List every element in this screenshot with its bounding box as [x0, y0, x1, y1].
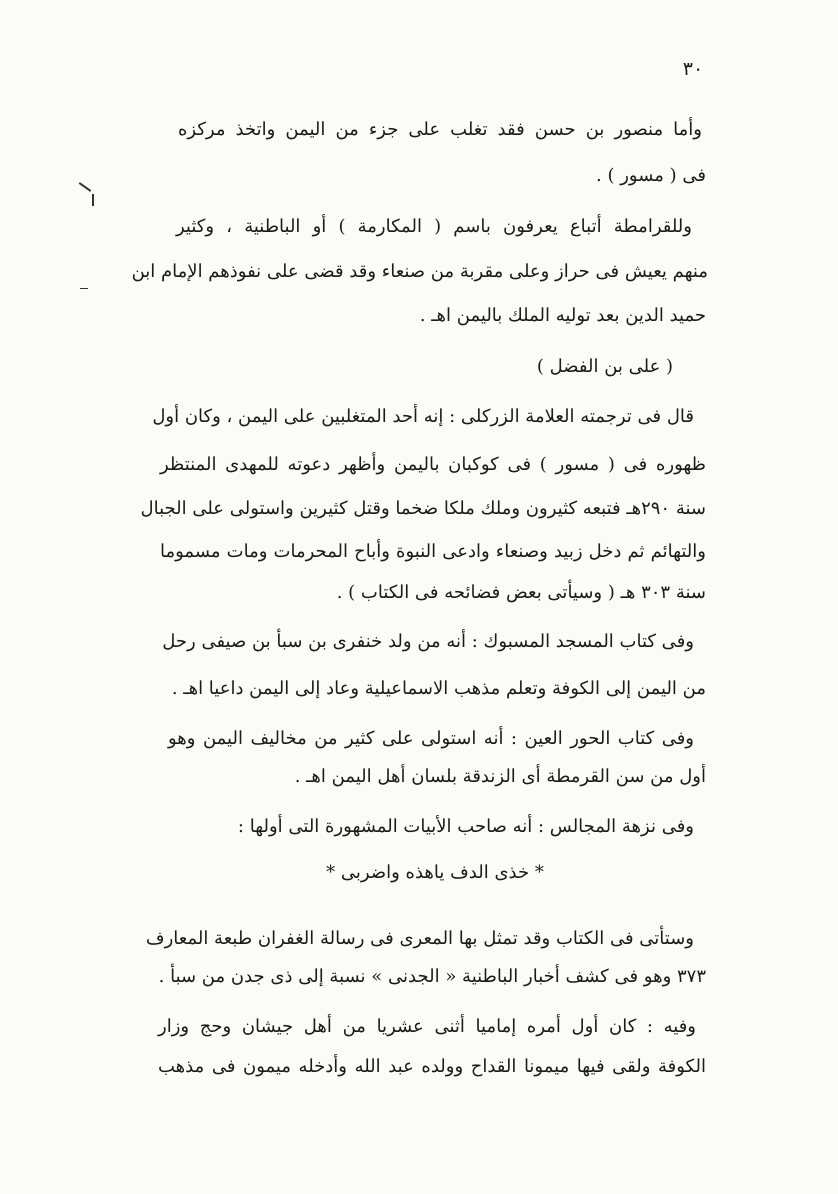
text-line: سنة ٣٠٣ هـ ( وسيأتى بعض فضائحه فى الكتاب ) .: [336, 582, 706, 603]
scan-mark: [92, 194, 94, 206]
text-line: الكوفة ولقى فيها ميمونا القداح وولده عبد الله وأدخله ميمون فى مذهب: [158, 1056, 706, 1077]
text-line: وفى نزهة المجالس : أنه صاحب الأبيات المشهورة التى أولها :: [237, 816, 694, 837]
section-heading: ( على بن الفضل ): [536, 356, 674, 377]
text-line: وفى كتاب الحور العين : أنه استولى على كثير من مخاليف اليمن وهو: [168, 728, 694, 749]
text-line: وستأتى فى الكتاب وقد تمثل بها المعرى فى رسالة الغفران طبعة المعارف: [145, 928, 694, 949]
text-line: وفى كتاب المسجد المسبوك : أنه من ولد خنفرى بن سبأ بن صيفى رحل: [162, 631, 694, 652]
text-line: من اليمن إلى الكوفة وتعلم مذهب الاسماعيلية وعاد إلى اليمن داعيا اهـ .: [171, 678, 706, 699]
text-line: سنة ٢٩٠هـ فتبعه كثيرون وملك ملكا ضخما وقتل كثيرين واستولى على الجبال: [140, 498, 706, 519]
text-line: منهم يعيش فى حراز وعلى مقربة من صنعاء وقد قضى على نفوذهم الإمام ابن: [131, 261, 708, 282]
text-line: فى ( مسور ) .: [596, 165, 706, 186]
text-line: حميد الدين بعد توليه الملك باليمن اهـ .: [419, 305, 706, 326]
text-line: وللقرامطة أتباع يعرفون باسم ( المكارمة ) أو الباطنية ، وكثير: [176, 216, 692, 237]
text-line: أول من سن القرمطة أى الزندقة بلسان أهل اليمن اهـ .: [294, 766, 706, 787]
scan-mark: [80, 288, 88, 289]
text-line: وفيه : كان أول أمره إماميا أثنى عشريا من أهل جيشان وحج وزار: [158, 1016, 696, 1037]
text-line: قال فى ترجمته العلامة الزركلى : إنه أحد المتغلبين على اليمن ، وكان أول: [152, 406, 694, 427]
text-line: وأما منصور بن حسن فقد تغلب على جزء من اليمن واتخذ مركزه: [178, 119, 702, 140]
verse-line: * خذى الدف ياهذه واضربى *: [326, 862, 544, 883]
text-line: ٣٧٣ وهو فى كشف أخبار الباطنية « الجدنى » نسبة إلى ذى جدن من سبأ .: [158, 966, 706, 987]
text-line: ظهوره فى ( مسور ) فى كوكبان باليمن وأظهر دعوته للمهدى المنتظر: [160, 454, 706, 475]
page-number: ٣٠: [682, 58, 704, 80]
scan-mark: [79, 182, 92, 192]
text-line: والتهائم ثم دخل زبيد وصنعاء وادعى النبوة وأباح المحرمات ومات مسموما: [160, 541, 706, 562]
